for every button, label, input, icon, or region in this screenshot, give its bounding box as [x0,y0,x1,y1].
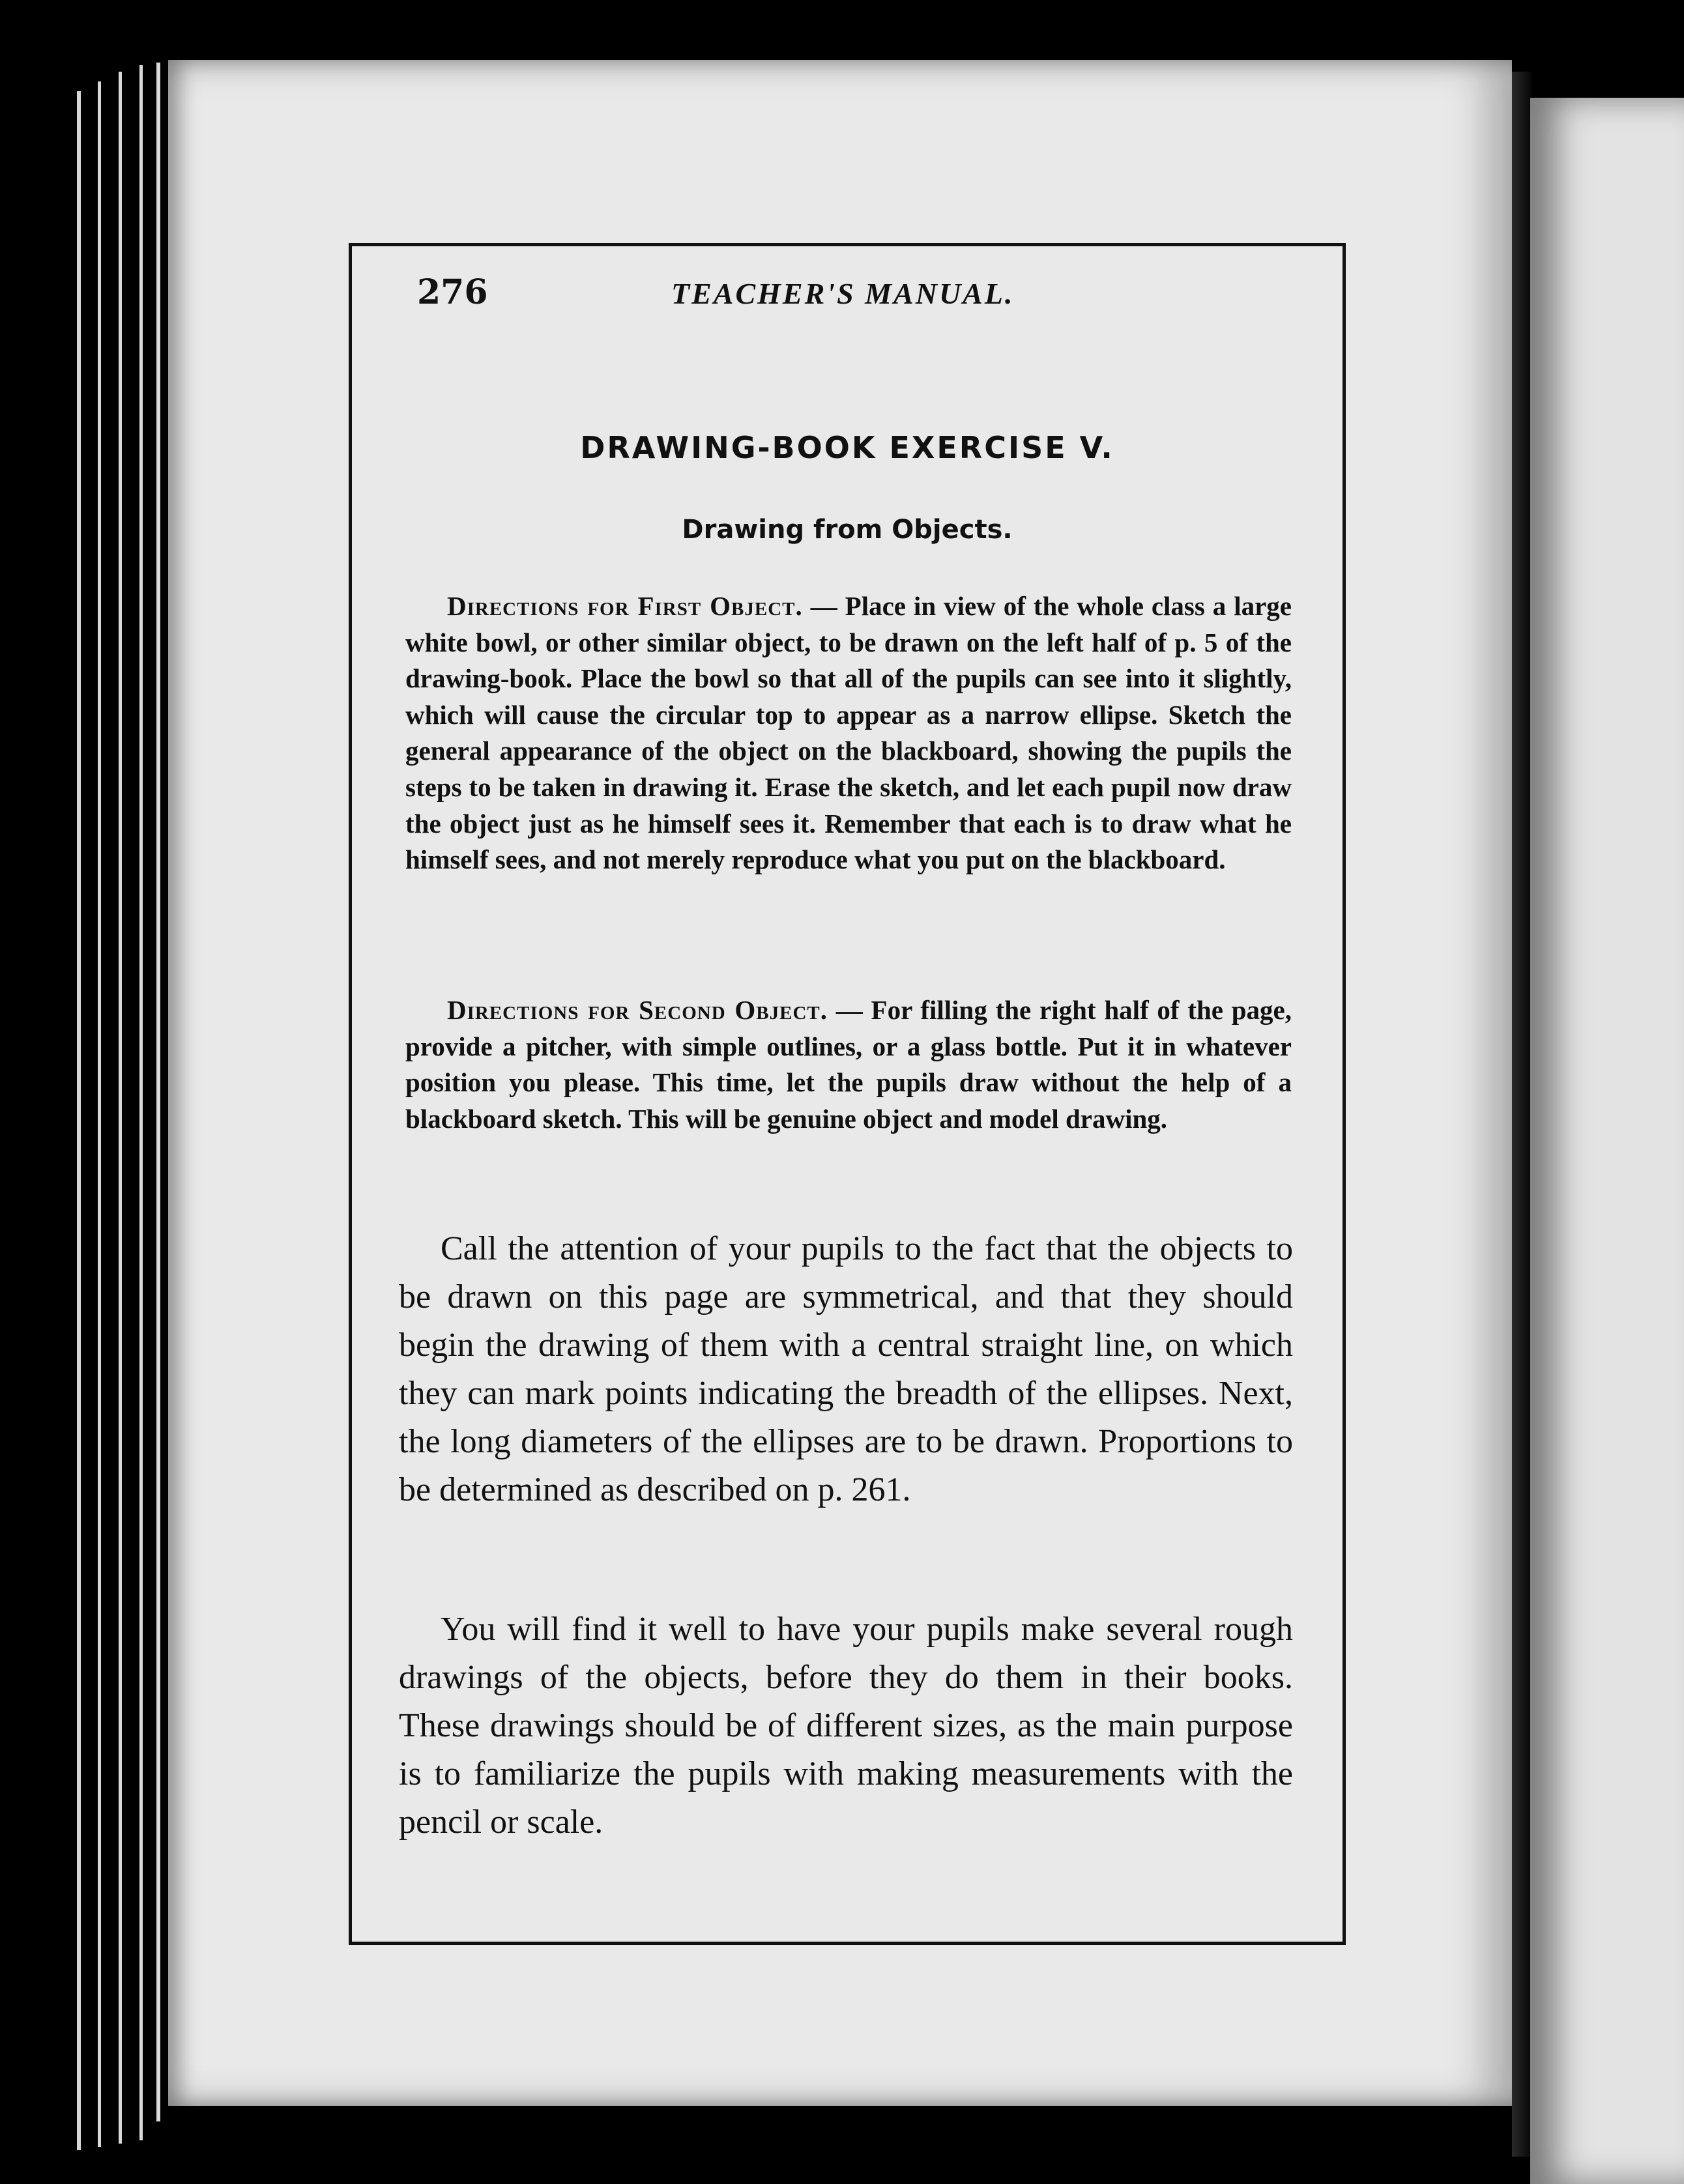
directions-second-object [405,992,1292,1137]
right-page-edge [1530,98,1684,2184]
directions-second-label: Directions for Second Object. [447,995,828,1025]
page-edge [139,65,143,2140]
directions-first-object [405,588,1292,878]
book-gutter [1512,72,1532,2157]
page-edge [119,72,122,2144]
running-head-title: TEACHER'S MANUAL. [671,277,1015,310]
body-paragraph: Call the attention of your pupils to the fact that the objects to be drawn on this page are symmetrical, and that they should begin the drawing of them with a central straight line, on which they can mark points indicating the breadth of the ellipses. Next, the long diameters of the ellipses are to be drawn. Proportions to be determined as described on p. 261. [399,1230,1293,1508]
running-head [417,272,1069,318]
directions-second-text: — For filling the right half of the page, provide a pitcher, with simple outlines, or a glass bottle. Put it in whatever position you please. This time, let the pupils draw without the help of a blackboard sketch. This will be genuine object and model drawing. [405,995,1292,1134]
directions-first-text: — Place in view of the whole class a large white bowl, or other similar object, to be drawn on the left half of p. 5 of the drawing-book. Place the bowl so that all of the pupils can see into it slightly, which will cause the circular top to appear as a narrow ellipse. Sketch the general appearance of the object on the blackboard, showing the pupils the steps to be taken in drawing it. Erase the sketch, and let each pupil now draw the object just as he himself sees it. Remember that each is to draw what he himself sees, and not merely reproduce what you put on the blackboard. [405,591,1292,875]
exercise-subtitle: Drawing from Objects. [682,515,1013,545]
exercise-title: DRAWING-BOOK EXERCISE V. [580,430,1114,465]
body-paragraph: You will find it well to have your pupils make several rough drawings of the objects, before they do them in their books. These drawings should be of different sizes, as the main purpose is to familiarize the pupils with making measurements with the pencil or scale. [399,1611,1293,1841]
page-edge [156,63,160,2121]
page-edge [77,91,81,2150]
page-number: 276 [417,272,488,312]
page-edge [98,81,101,2147]
directions-first-label: Directions for First Object. [447,591,803,621]
